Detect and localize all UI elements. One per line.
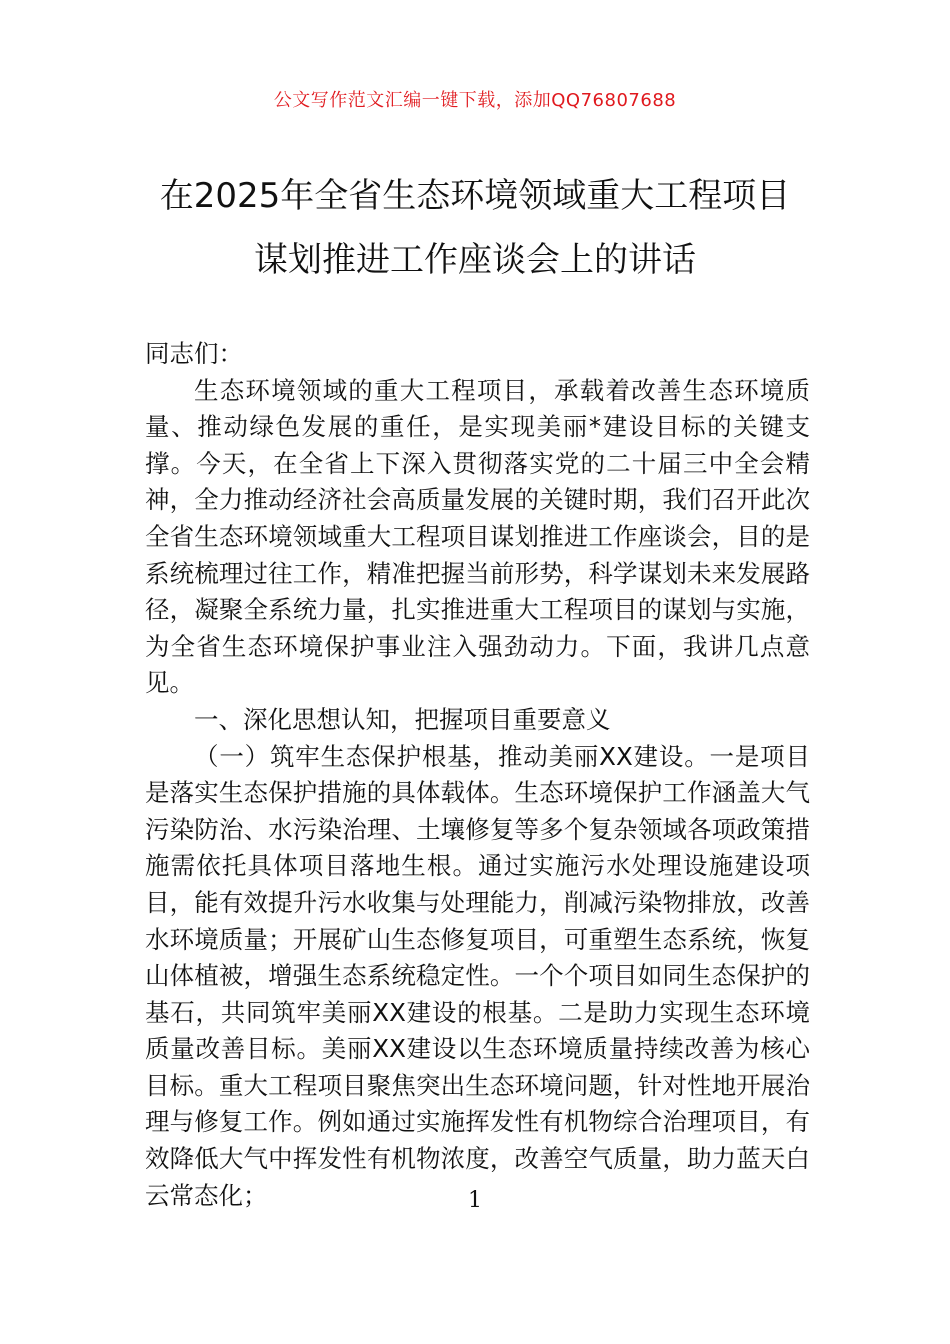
document-title-line-2: 谋划推进工作座谈会上的讲话 xyxy=(254,240,696,280)
document-title xyxy=(100,164,850,292)
page-number: 1 xyxy=(468,1188,482,1213)
header-ad-text: 公文写作范文汇编一键下载，添加QQ76807688 xyxy=(273,90,677,111)
subsection-paragraph-1: （一）筑牢生态保护根基，推动美丽XX建设。一是项目是落实生态保护措施的具体载体。生态环境保护工作涵盖大气污染防治、水污染治理、土壤修复等多个复杂领域各项政策措施需依托具体项目落地生根。通过实施污水处理设施建设项目，能有效提升污水收集与处理能力，削减污染物排放，改善水环境质量；开展矿山生态修复项目，可重塑生态系统，恢复山体植被，增强生态系统稳定性。一个个项目如同生态保护的基石，共同筑牢美丽XX建设的根基。二是助力实现生态环境质量改善目标。美丽XX建设以生态环境质量持续改善为核心目标。重大工程项目聚焦突出生态环境问题，针对性地开展治理与修复工作。例如通过实施挥发性有机物综合治理项目，有效降低大气中挥发性有机物浓度，改善空气质量，助力蓝天白云常态化； xyxy=(145,741,810,1210)
document-title-line-1: 在2025年全省生态环境领域重大工程项目 xyxy=(159,176,791,216)
intro-paragraph: 生态环境领域的重大工程项目，承载着改善生态环境质量、推动绿色发展的重任，是实现美丽*建设目标的关键支撑。今天，在全省上下深入贯彻落实党的二十届三中全会精神，全力推动经济社会高质量发展的关键时期，我们召开此次全省生态环境领域重大工程项目谋划推进工作座谈会，目的是系统梳理过往工作，精准把握当前形势，科学谋划未来发展路径，凝聚全系统力量，扎实推进重大工程项目的谋划与实施，为全省生态环境保护事业注入强劲动力。下面，我讲几点意见。 xyxy=(145,375,810,698)
document-body xyxy=(145,336,810,1214)
section-heading-1: 一、深化思想认知，把握项目重要意义 xyxy=(194,704,611,734)
salutation: 同志们： xyxy=(145,339,243,368)
